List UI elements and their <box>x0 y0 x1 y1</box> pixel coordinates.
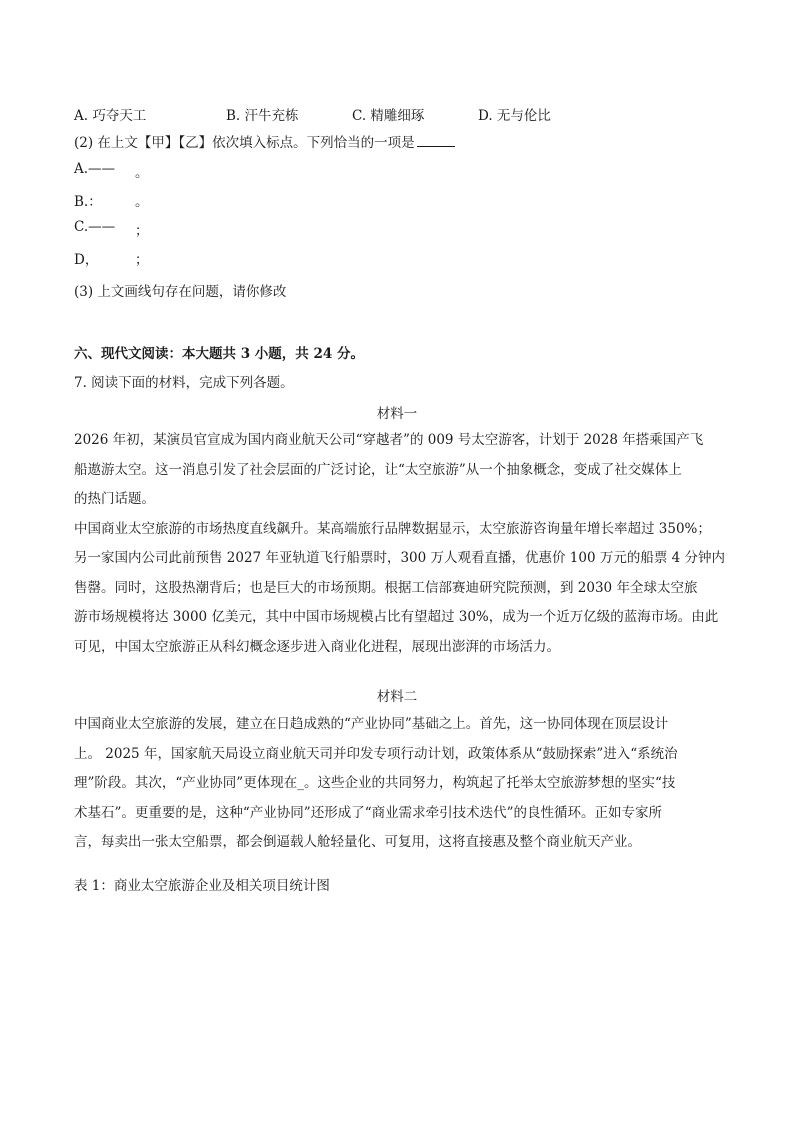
option-b: B. 汗牛充栋 <box>226 108 299 124</box>
answer-blank <box>417 134 455 147</box>
material-2-line: 上。 2025 年，国家航天局设立商业航天司并印发专项行动计划，政策体系从“鼓励探索”进入“系统治 <box>74 745 678 762</box>
material-1-line: 船遨游太空。这一消息引发了社会层面的广泛讨论，让“太空旅游”从一个抽象概念，变成了社交媒体上 <box>74 461 682 478</box>
option-c: C. 精雕细琢 <box>352 108 425 124</box>
material-1-title: 材料一 <box>376 406 418 422</box>
q2-choice-a-mark: 。 <box>135 165 149 181</box>
question-7: 7. 阅读下面的材料，完成下列各题。 <box>74 375 294 391</box>
q2-choice-d-label: D， <box>74 252 99 268</box>
material-2-title: 材料二 <box>376 689 418 705</box>
table-caption: 表 1：商业太空旅游企业及相关项目统计图 <box>74 878 330 894</box>
material-2-line: 言，每卖出一张太空船票，都会倒逼载人舱轻量化、可复用，这将直接惠及整个商业航天产业。 <box>74 834 641 850</box>
material-2-line: 中国商业太空旅游的发展，建立在日趋成熟的“产业协同”基础之上。首先，这一协同体现在顶层设计 <box>74 716 669 732</box>
q2-choice-c-mark: ； <box>135 223 149 239</box>
material-2-line: 术基石”。更重要的是，这种“产业协同”还形成了“商业需求牵引技术迭代”的良性循环。正如专家所 <box>74 804 663 821</box>
material-2-body <box>74 710 720 858</box>
q2-choice-b-mark: 。 <box>135 194 149 210</box>
material-1-line: 可见，中国太空旅游正从科幻概念逐步进入商业化进程，展现出澎湃的市场活力。 <box>74 638 560 655</box>
question-2-text: (2) 在上文【甲】【乙】依次填入标点。下列恰当的一项是 <box>74 135 415 151</box>
material-1-line: 售罄。同时，这股热潮背后；也是巨大的市场预期。根据工信部赛迪研究院预测，到 2030 年全球太空旅 <box>74 579 698 596</box>
q2-choice-c-label: C.—— <box>74 219 116 235</box>
option-d: D. 无与伦比 <box>478 108 551 124</box>
question-2 <box>74 134 455 152</box>
material-1-line: 游市场规模将达 3000 亿美元，其中中国市场规模占比有望超过 30%，成为一个近万亿级的蓝海市场。由此 <box>74 609 719 625</box>
q2-choice-d-mark: ； <box>135 252 149 268</box>
material-2-line: 理”阶段。其次，“产业协同”更体现在_。这些企业的共同努力，构筑起了托举太空旅游梦想的坚实“技 <box>74 775 676 791</box>
material-1-line: 的热门话题。 <box>74 491 155 507</box>
material-1-body <box>74 426 726 662</box>
q2-choice-b-label: B.： <box>74 194 102 210</box>
material-1-line: 2026 年初，某演员官宣成为国内商业航天公司“穿越者”的 009 号太空游客，计划于 2028 年搭乘国产飞 <box>74 432 704 448</box>
q2-choice-a-label: A.—— <box>74 161 116 177</box>
material-1-line: 中国商业太空旅游的市场热度直线飙升。某高端旅行品牌数据显示，太空旅游咨询量年增长率超过 350%； <box>74 520 711 537</box>
question-3: (3) 上文画线句存在问题，请你修改 <box>74 284 287 300</box>
material-1-line: 另一家国内公司此前预售 2027 年亚轨道飞行船票时，300 万人观看直播，优惠价 100 万元的船票 4 分钟内 <box>74 550 726 566</box>
option-a: A. 巧夺天工 <box>74 108 147 124</box>
section-heading: 六、现代文阅读：本大题共 3 小题，共 24 分。 <box>74 346 364 362</box>
